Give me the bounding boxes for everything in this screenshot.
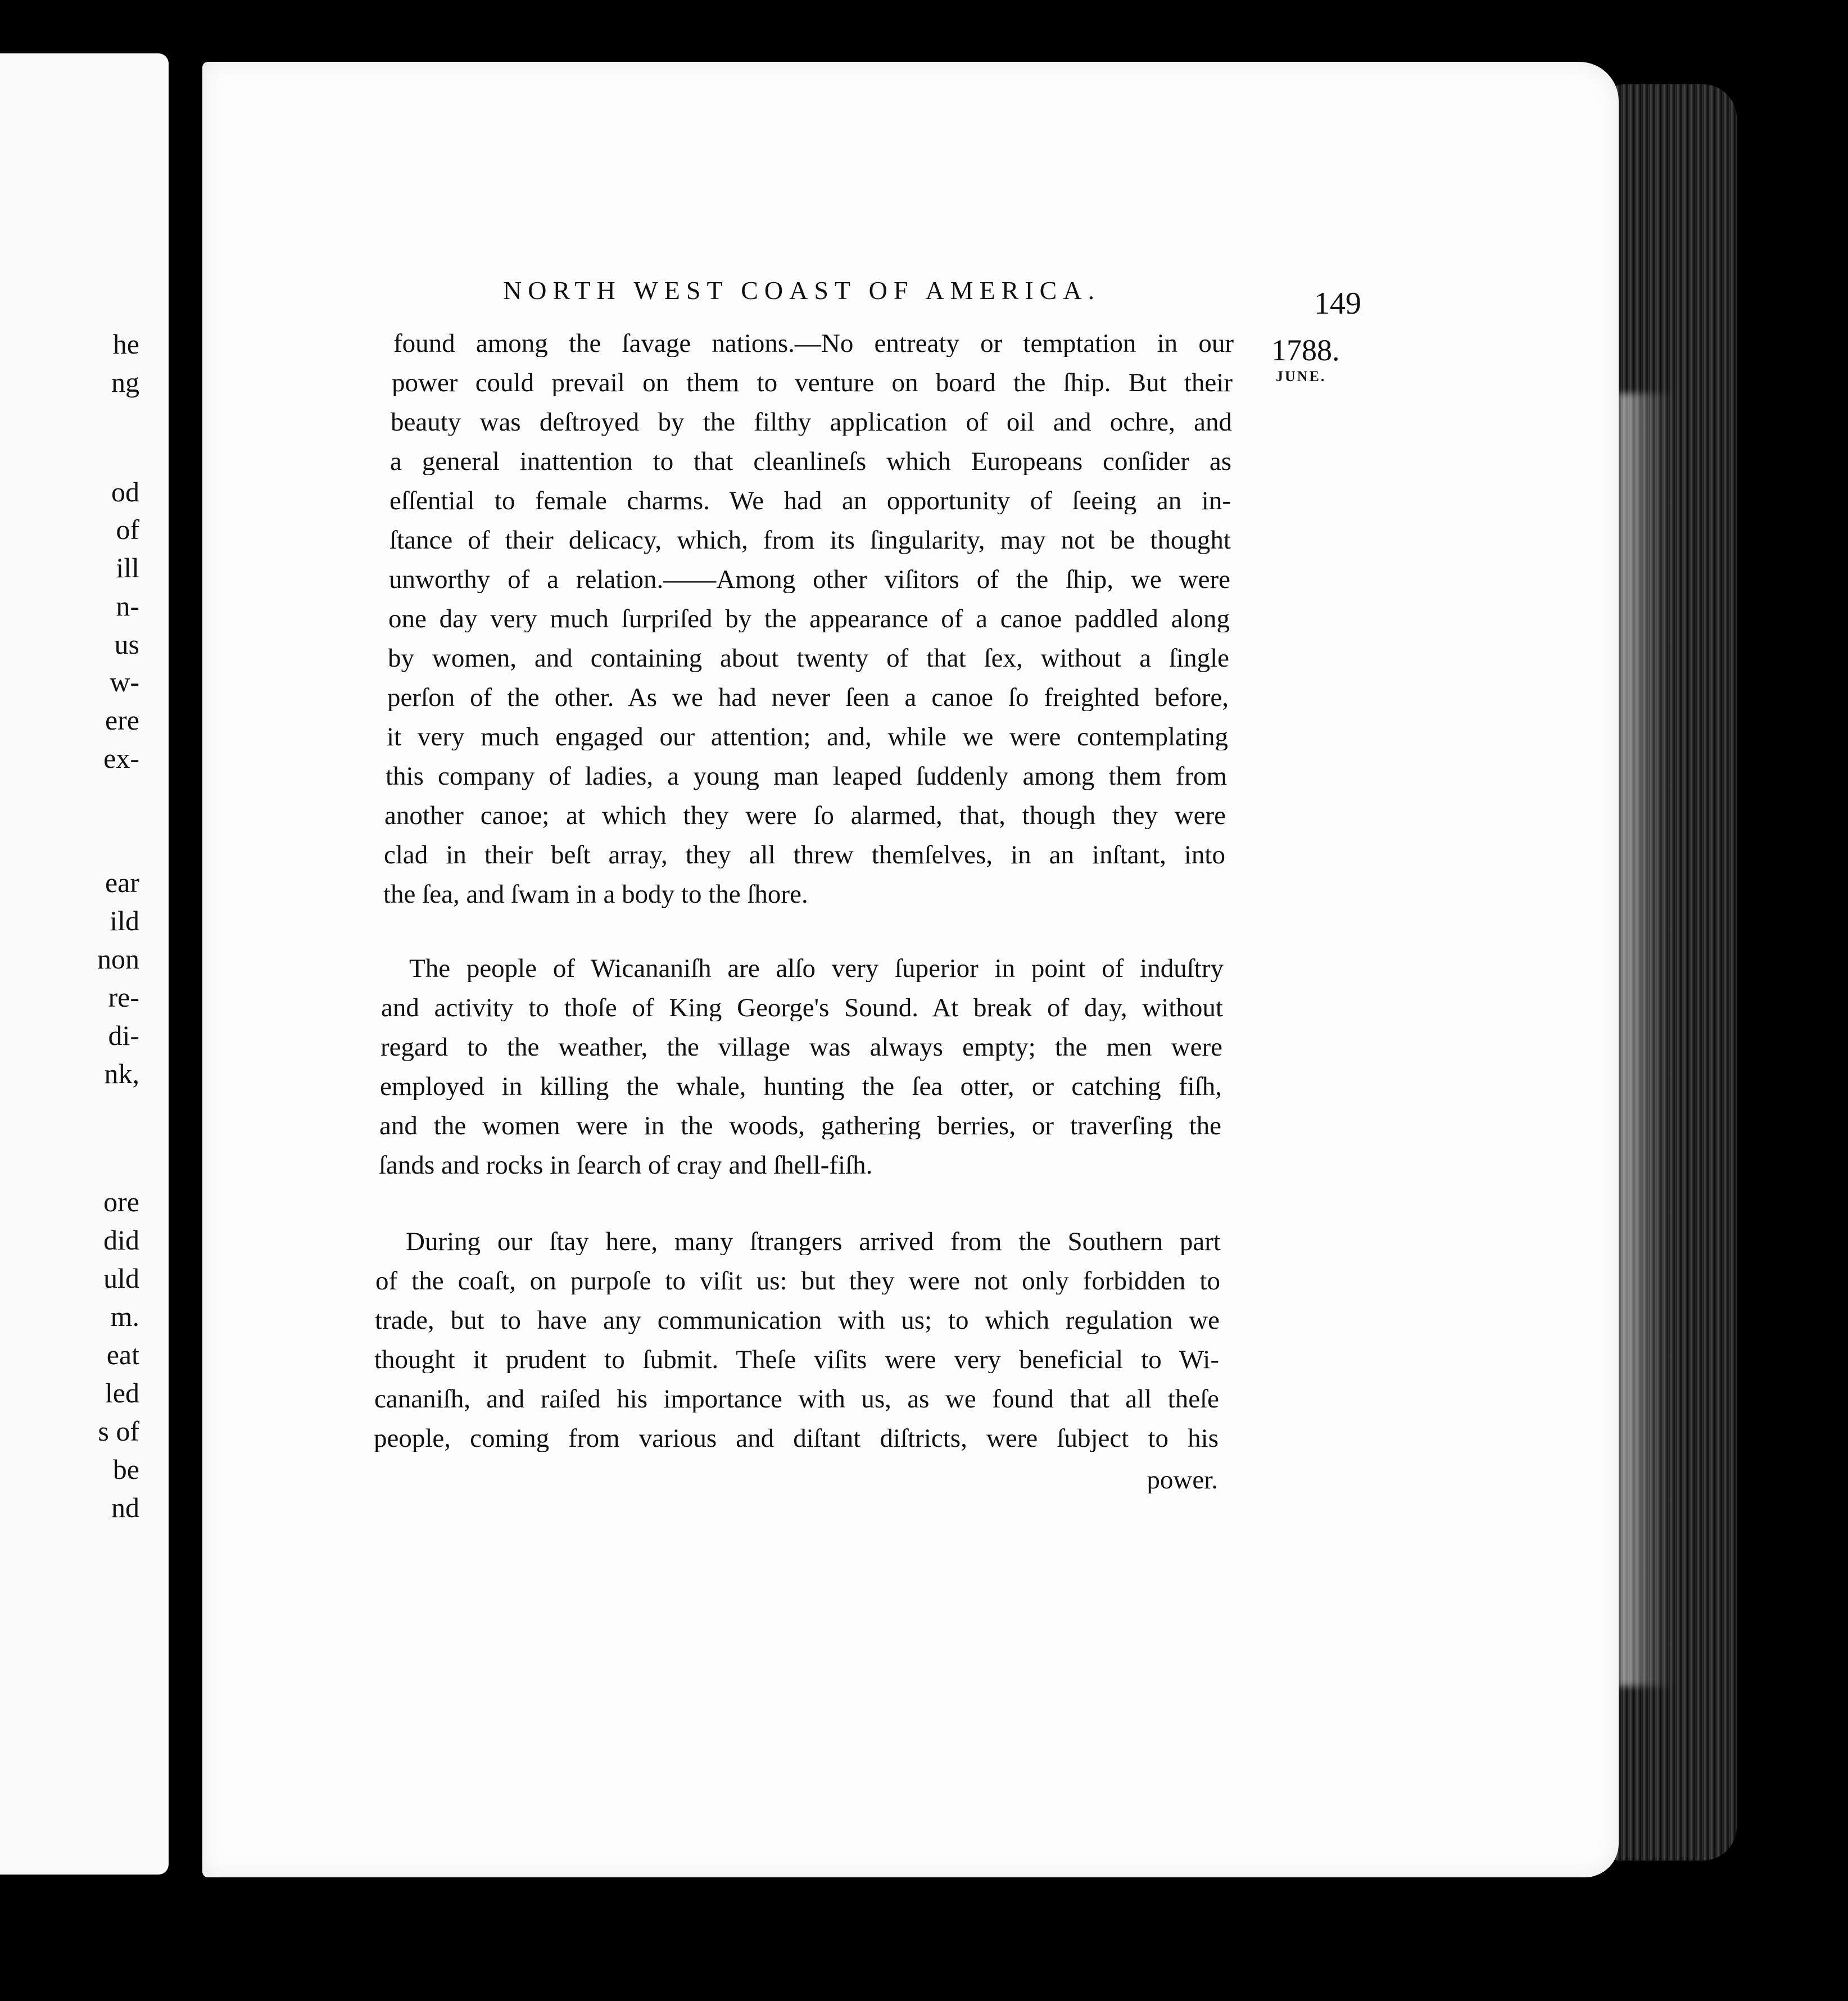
left-page-fragment: s of [98, 1415, 139, 1447]
left-page-fragment: ere [105, 704, 139, 736]
text-line: regard to the weather, the village was always empty; the men were [381, 1034, 1222, 1061]
text-line: trade, but to have any communication with us; to which regulation we [375, 1307, 1220, 1334]
left-page-fragment: w- [110, 666, 139, 698]
left-page-fragment: di- [108, 1020, 139, 1051]
catchword: power. [1147, 1467, 1218, 1493]
left-page-fragment: ex- [103, 743, 139, 774]
margin-year: 1788. [1271, 333, 1340, 367]
left-page-fragment: ear [105, 867, 139, 898]
text-line: people, coming from various and diſtant diſtricts, were ſubject to his [374, 1425, 1219, 1452]
text-line: ſands and rocks in ſearch of cray and ſhell-fiſh. [379, 1152, 873, 1179]
text-line: ſtance of their delicacy, which, from its ſingularity, may not be thought [389, 527, 1231, 554]
left-page-fragment: n- [116, 590, 139, 622]
text-line: and the women were in the woods, gathering berries, or traverſing the [379, 1113, 1221, 1139]
text-line: by women, and containing about twenty of that ſex, without a ſingle [388, 645, 1229, 672]
page-block-edge-highlight [1619, 393, 1675, 1686]
left-page-fragment: ng [111, 366, 139, 398]
text-line: a general inattention to that cleanlineſs which Europeans conſider as [390, 449, 1231, 475]
left-page [0, 53, 169, 1875]
left-page-fragment: nk, [104, 1058, 139, 1089]
left-page-fragment: re- [108, 981, 139, 1013]
left-page-fragment: he [112, 328, 139, 360]
page-number: 149 [1314, 286, 1361, 321]
left-page-fragment: uld [103, 1262, 139, 1294]
left-page-fragment: non [97, 943, 139, 975]
left-page-fragment: of [116, 514, 139, 545]
left-page-fragment: ore [103, 1186, 139, 1217]
left-page-fragment: eat [106, 1339, 139, 1370]
text-line: found among the ſavage nations.—No entreaty or temptation in our [393, 331, 1234, 357]
text-line: power could prevail on them to venture on board the ſhip. But their [392, 370, 1233, 396]
text-line: and activity to thoſe of King George's Sound. At break of day, without [381, 995, 1223, 1021]
left-page-fragment: od [111, 476, 139, 508]
text-line: one day very much ſurpriſed by the appearance of a canoe paddled along [388, 606, 1230, 632]
book-gutter [169, 34, 202, 1900]
left-page-fragment: ild [110, 905, 139, 936]
text-line: The people of Wicananiſh are alſo very ſuperior in point of induſtry [409, 956, 1224, 982]
text-line: perſon of the other. As we had never ſeen a canoe ſo freighted before, [387, 685, 1229, 711]
left-page-fragment: us [114, 628, 139, 660]
text-line: of the coaſt, on purpoſe to viſit us: but they were not only forbidden to [375, 1268, 1220, 1294]
margin-month: JUNE. [1276, 368, 1326, 384]
text-line: another canoe; at which they were ſo alarmed, that, though they were [384, 803, 1226, 829]
text-line: the ſea, and ſwam in a body to the ſhore. [383, 881, 808, 908]
left-page-fragment: be [112, 1454, 139, 1485]
left-page-fragment: led [105, 1377, 139, 1409]
text-line: beauty was deſtroyed by the filthy application of oil and ochre, and [391, 409, 1232, 436]
text-line: During our ſtay here, many ſtrangers arrived from the Southern part [406, 1229, 1221, 1255]
text-line: employed in killing the whale, hunting the ſea otter, or catching fiſh, [380, 1074, 1222, 1100]
text-line: it very much engaged our attention; and, while we were contemplating [387, 724, 1228, 750]
left-page-fragment: did [103, 1224, 139, 1256]
left-page-fragment: nd [111, 1492, 139, 1523]
running-title: NORTH WEST COAST OF AMERICA. [503, 276, 1101, 305]
text-line: unworthy of a relation.——Among other viſitors of the ſhip, we were [389, 567, 1230, 593]
text-line: eſſential to female charms. We had an opportunity of ſeeing an in- [389, 488, 1231, 514]
text-line: clad in their beſt array, they all threw themſelves, in an inſtant, into [384, 842, 1225, 868]
text-line: thought it prudent to ſubmit. Theſe viſits were very beneficial to Wi- [374, 1347, 1219, 1373]
left-page-fragment: ill [116, 552, 139, 583]
left-page-fragment: m. [110, 1301, 139, 1332]
text-line: cananiſh, and raiſed his importance with us, as we found that all theſe [374, 1386, 1219, 1413]
text-line: this company of ladies, a young man leaped ſuddenly among them from [386, 763, 1227, 790]
